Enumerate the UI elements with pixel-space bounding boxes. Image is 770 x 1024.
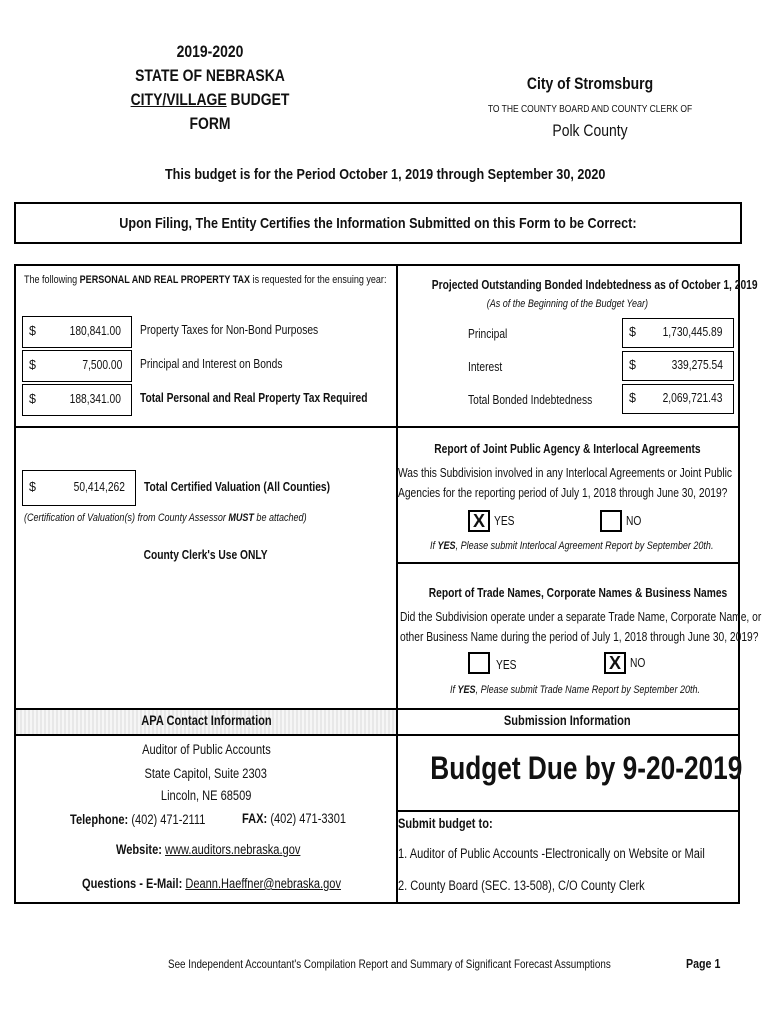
- to-county-clerk-label: TO THE COUNTY BOARD AND COUNTY CLERK OF: [487, 104, 693, 115]
- bonded-title: Projected Outstanding Bonded Indebtedness as of October 1, 2019: [431, 278, 758, 292]
- non-bond-tax-amount: 180,841.00: [70, 324, 122, 338]
- apa-address: State Capitol, Suite 2303: [144, 766, 268, 781]
- state-name: STATE OF NEBRASKA: [135, 66, 285, 85]
- submit-item-auditor: 1. Auditor of Public Accounts -Electronically on Website or Mail: [398, 846, 705, 861]
- tradenames-yes-label: YES: [496, 658, 517, 672]
- bonded-interest-amount: 339,275.54: [672, 358, 724, 372]
- apa-email-link[interactable]: Deann.Haeffner@nebraska.gov: [185, 876, 342, 891]
- currency-symbol: $: [29, 392, 36, 406]
- interlocal-no-label: NO: [626, 514, 642, 528]
- apa-website-link[interactable]: www.auditors.nebraska.gov: [165, 842, 301, 857]
- submit-to-label: Submit budget to:: [398, 816, 493, 831]
- certified-valuation-amount: 50,414,262: [74, 480, 126, 494]
- apa-fax: FAX: (402) 471-3301: [242, 811, 347, 826]
- bonded-principal-label: Principal: [468, 327, 508, 341]
- apa-title: APA Contact Information: [140, 713, 272, 728]
- currency-symbol: $: [629, 358, 636, 372]
- total-tax-amount: 188,341.00: [70, 392, 122, 406]
- tradenames-no-label: NO: [630, 656, 646, 670]
- section-divider-interlocal: [396, 562, 738, 564]
- bonded-total-label: Total Bonded Indebtedness: [468, 393, 593, 407]
- section-divider-submit: [396, 810, 738, 812]
- bonded-total-cell: [622, 384, 734, 414]
- page-number: Page 1: [686, 956, 721, 971]
- currency-symbol: $: [29, 324, 36, 338]
- bonded-principal-cell: [622, 318, 734, 348]
- interlocal-yes-label: YES: [494, 514, 515, 528]
- form-title-suffix: BUDGET FORM: [189, 90, 290, 133]
- column-divider: [396, 266, 398, 902]
- bonded-subtitle: (As of the Beginning of the Budget Year): [486, 298, 648, 310]
- entity-header: [460, 74, 720, 141]
- tax-row-2-amount-cell: [22, 350, 132, 382]
- interlocal-title: Report of Joint Public Agency & Interlocal Agreements: [433, 442, 701, 456]
- non-bond-tax-label: Property Taxes for Non-Bond Purposes: [140, 323, 319, 337]
- budget-due-date: Budget Due by 9-20-2019: [430, 750, 743, 786]
- valuation-note: (Certification of Valuation(s) from County Assessor MUST be attached): [24, 512, 307, 524]
- total-tax-label: Total Personal and Real Property Tax Required: [140, 391, 368, 405]
- valuation-amount-cell: [22, 470, 136, 506]
- apa-name: Auditor of Public Accounts: [141, 742, 271, 757]
- certification-box: [14, 202, 742, 244]
- budget-year: 2019-2020: [176, 42, 244, 61]
- certification-text: Upon Filing, The Entity Certifies the Information Submitted on this Form to be Correct:: [119, 215, 637, 232]
- currency-symbol: $: [29, 358, 36, 372]
- certified-valuation-label: Total Certified Valuation (All Counties): [144, 480, 331, 494]
- interlocal-note: If YES, Please submit Interlocal Agreement Report by September 20th.: [430, 540, 714, 552]
- county-name: Polk County: [552, 121, 628, 140]
- tax-row-1-amount-cell: [22, 316, 132, 348]
- section-divider-contact-titles: [16, 734, 738, 736]
- tradenames-no-checkbox[interactable]: X: [604, 652, 626, 674]
- tradenames-question-line-1: Did the Subdivision operate under a separate Trade Name, Corporate Name, or: [400, 610, 762, 624]
- apa-website: Website: www.auditors.nebraska.gov: [116, 842, 301, 857]
- tradenames-question-line-2: other Business Name during the period of July 1, 2018 through June 30, 2019?: [400, 630, 759, 644]
- footer-note: See Independent Accountant's Compilation Report and Summary of Significant Forecast Assumptions: [168, 957, 611, 971]
- form-header: [100, 40, 320, 136]
- submission-title: Submission Information: [503, 713, 631, 728]
- tax-intro: The following PERSONAL AND REAL PROPERTY TAX is requested for the ensuing year:: [24, 274, 387, 286]
- form-title-prefix: CITY/VILLAGE: [130, 90, 227, 109]
- bonded-principal-amount: 1,730,445.89: [662, 325, 723, 339]
- bonded-total-amount: 2,069,721.43: [662, 391, 723, 405]
- budget-period: This budget is for the Period October 1, 2019 through September 30, 2020: [164, 166, 606, 183]
- interlocal-no-checkbox[interactable]: [600, 510, 622, 532]
- form-title: [120, 88, 300, 136]
- interlocal-question-line-1: Was this Subdivision involved in any Interlocal Agreements or Joint Public: [398, 466, 733, 480]
- submit-item-county-board: 2. County Board (SEC. 13-508), C/O County Clerk: [398, 878, 645, 893]
- currency-symbol: $: [629, 391, 636, 405]
- main-form-box: [14, 264, 762, 904]
- bond-tax-label: Principal and Interest on Bonds: [140, 357, 283, 371]
- currency-symbol: $: [629, 325, 636, 339]
- bonded-interest-cell: [622, 351, 734, 381]
- section-divider-tax: [16, 426, 738, 428]
- city-name: City of Stromsburg: [526, 74, 654, 93]
- county-clerk-use-label: County Clerk's Use ONLY: [144, 548, 268, 562]
- tradenames-yes-checkbox[interactable]: [468, 652, 490, 674]
- apa-city: Lincoln, NE 68509: [160, 788, 252, 803]
- tradenames-note: If YES, Please submit Trade Name Report by September 20th.: [450, 684, 701, 696]
- tax-row-3-amount-cell: [22, 384, 132, 416]
- bonded-interest-label: Interest: [468, 360, 503, 374]
- interlocal-question-line-2: Agencies for the reporting period of July 1, 2018 through June 30, 2019?: [398, 486, 728, 500]
- currency-symbol: $: [29, 480, 36, 494]
- apa-telephone: Telephone: (402) 471-2111: [70, 812, 206, 827]
- interlocal-yes-checkbox[interactable]: X: [468, 510, 490, 532]
- apa-email: Questions - E-Mail: Deann.Haeffner@nebraska.gov: [82, 876, 342, 891]
- bond-tax-amount: 7,500.00: [82, 358, 123, 372]
- tradenames-title: Report of Trade Names, Corporate Names & Business Names: [428, 586, 728, 600]
